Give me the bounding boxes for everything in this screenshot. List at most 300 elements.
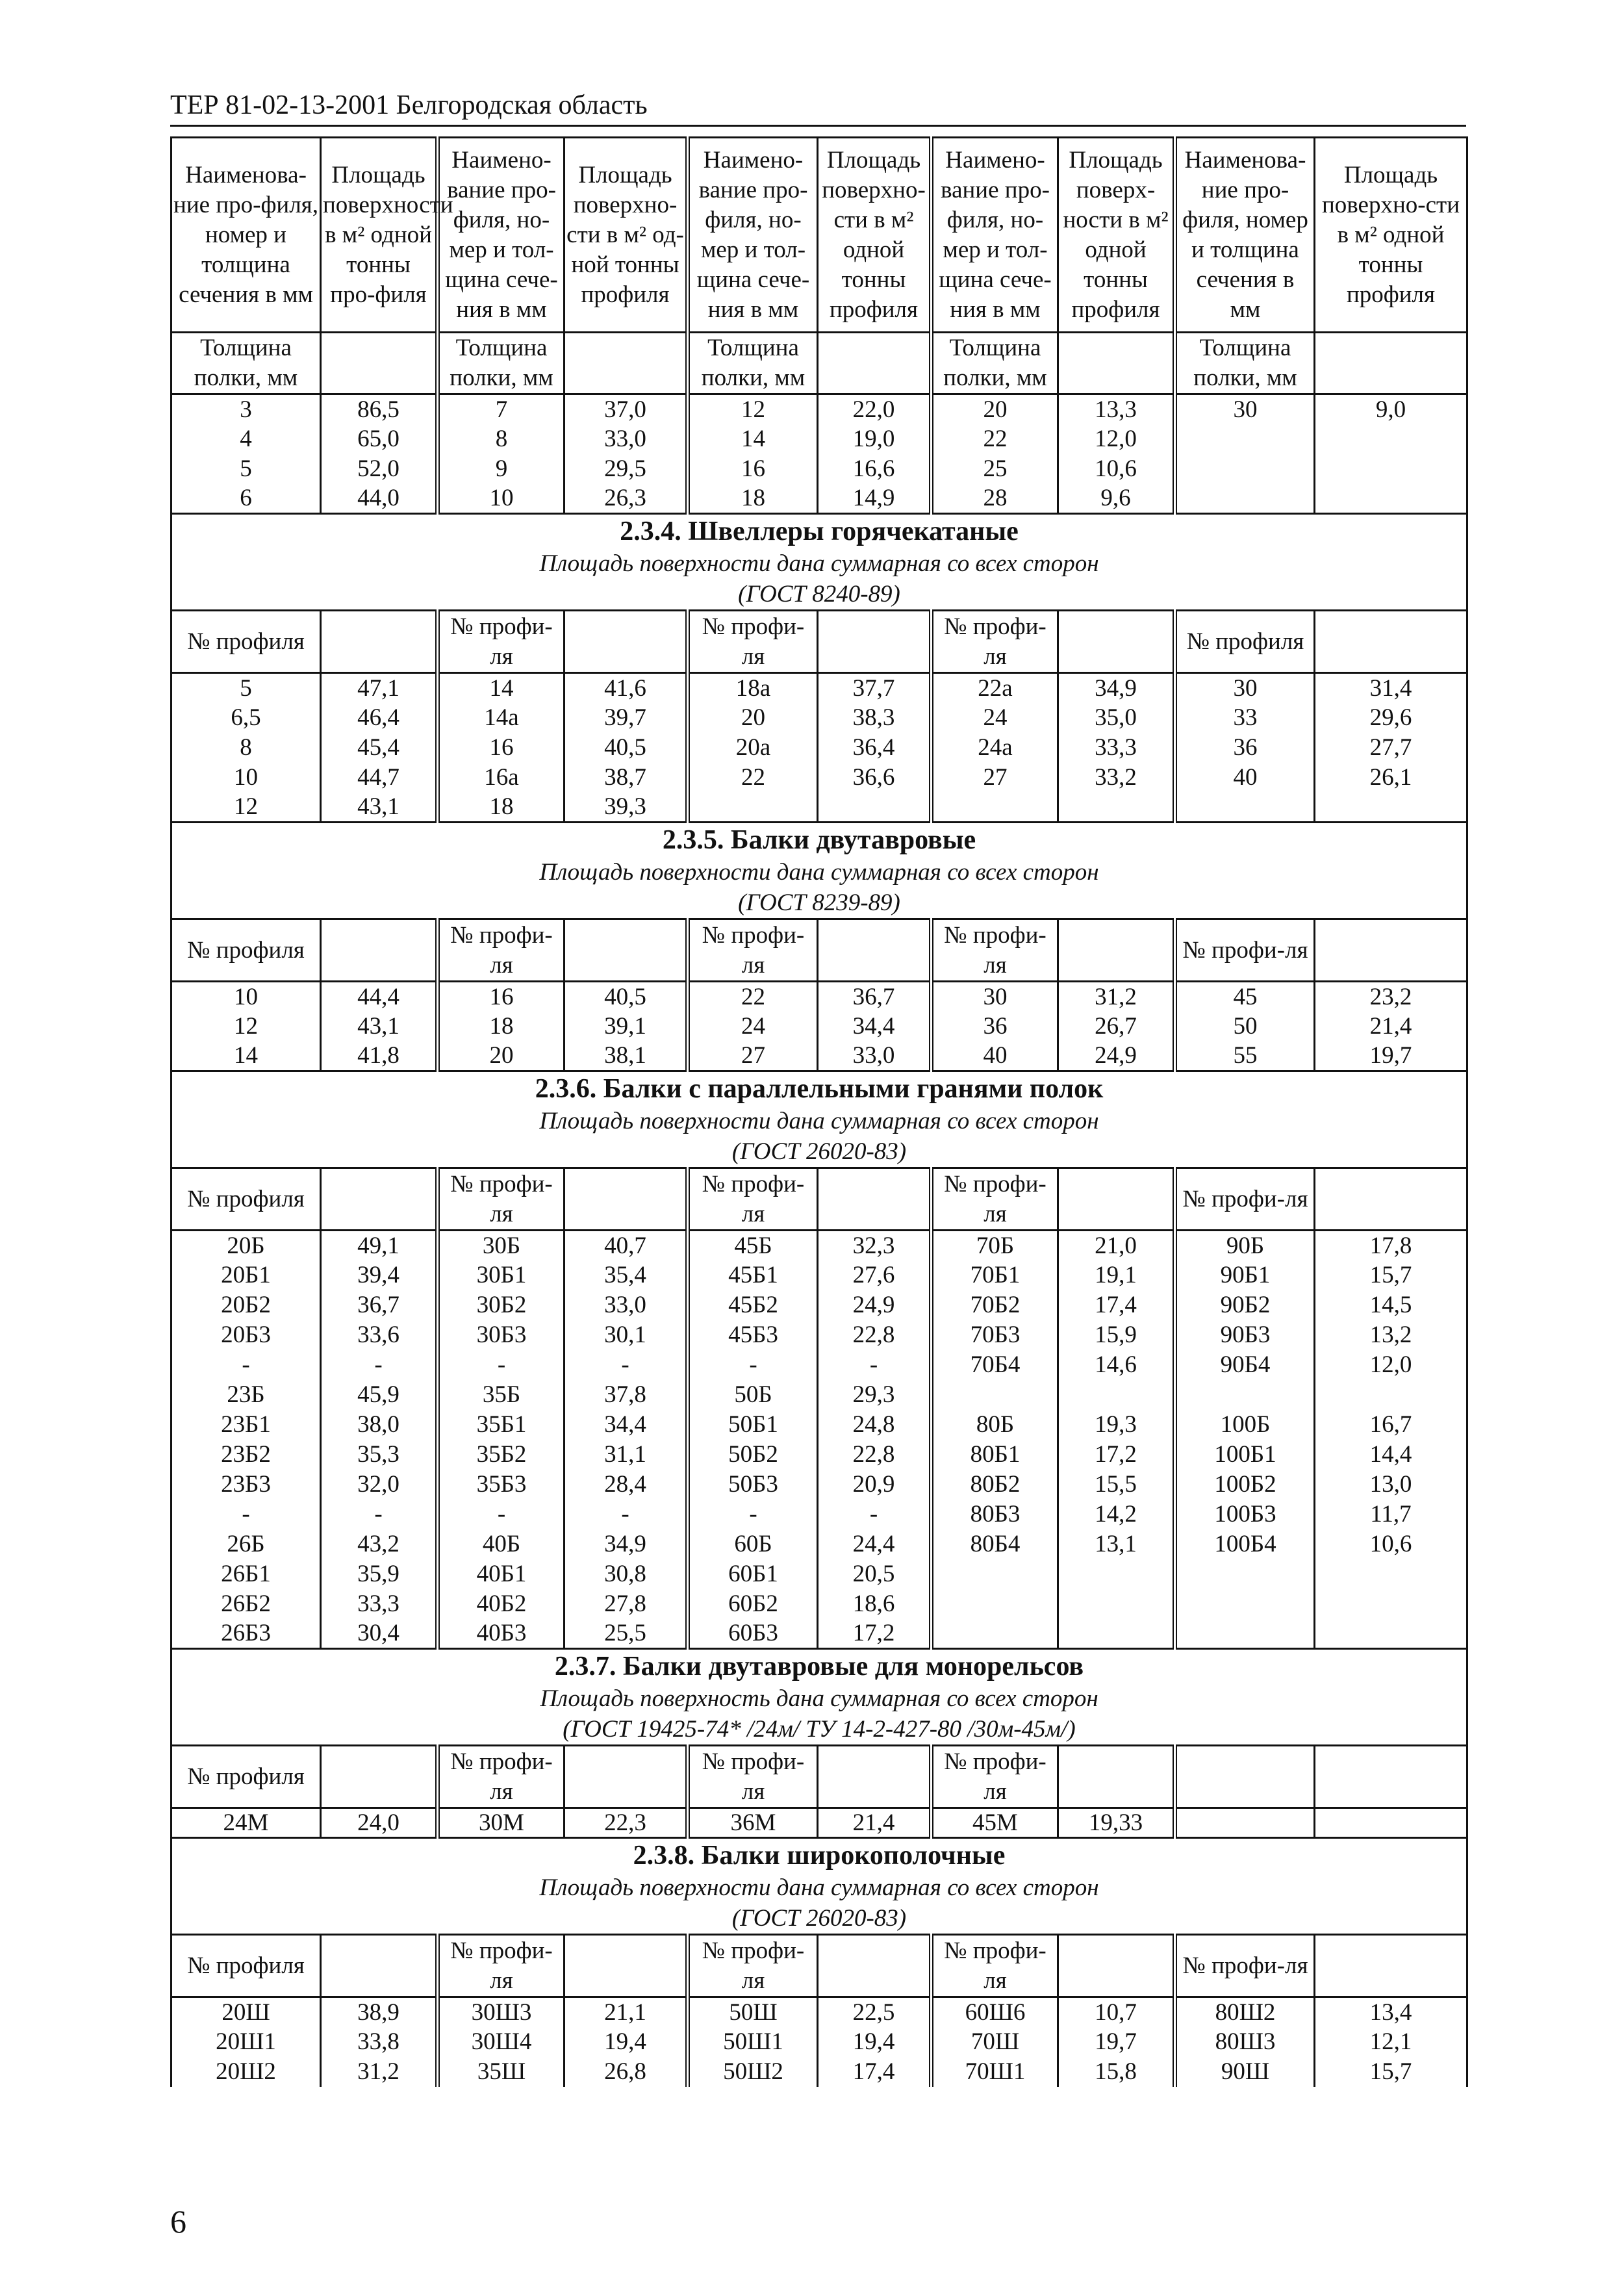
table-cell: 9,0 [1315, 394, 1467, 424]
profile-number-header: № профиля [171, 611, 321, 673]
profile-number-cell: 12 [171, 1012, 321, 1041]
surface-area-cell: 27,7 [1315, 733, 1467, 763]
surface-area-cell: 26,1 [1315, 763, 1467, 793]
surface-area-cell: 33,6 [321, 1320, 438, 1350]
profile-number-cell: 60Б [688, 1529, 818, 1559]
surface-area-cell: 35,4 [565, 1260, 688, 1290]
empty-cell [818, 1746, 932, 1808]
empty-cell [565, 1935, 688, 1997]
table-row [171, 1808, 1467, 1838]
profile-number-header: № профи-ля [1175, 1168, 1315, 1231]
section-standard: (ГОСТ 19425-74* /24м/ ТУ 14-2-427-80 /30м-45м/) [563, 1716, 1076, 1743]
profile-number-cell: 100Б3 [1175, 1500, 1315, 1529]
table-cell: 16,6 [818, 454, 932, 484]
profile-number-cell: 30Б2 [438, 1290, 565, 1320]
profile-number-cell: 16а [438, 763, 565, 793]
section-heading-row [171, 823, 1467, 919]
surface-area-cell: 24,9 [1058, 1041, 1175, 1071]
surface-area-cell: 16,7 [1315, 1410, 1467, 1440]
column-header: Наимено-вание про-филя, но-мер и тол-щина сече-ния в мм [932, 138, 1058, 333]
column-header: Площадь поверхно-сти в м² од-ной тонны профиля [565, 138, 688, 333]
profile-number-header: № профиля [171, 919, 321, 982]
surface-area-cell: 31,1 [565, 1440, 688, 1470]
profile-number-header: № профи-ля [688, 1746, 818, 1808]
surface-area-cell: 43,2 [321, 1529, 438, 1559]
profile-number-cell: 12 [171, 793, 321, 823]
surface-area-cell: 20,9 [818, 1470, 932, 1500]
surface-area-cell: 33,2 [1058, 763, 1175, 793]
section-standard: (ГОСТ 26020-83) [731, 1905, 907, 1932]
table-cell: 10 [438, 484, 565, 514]
surface-area-cell: 19,33 [1058, 1808, 1175, 1838]
surface-area-cell: 33,8 [321, 2027, 438, 2057]
profile-number-cell: 30Ш4 [438, 2027, 565, 2057]
profile-number-cell: 45Б3 [688, 1320, 818, 1350]
table-cell [1315, 484, 1467, 514]
column-header: Площадь поверх-ности в м² одной тонны профиля [1058, 138, 1175, 333]
profile-number-cell: 80Б [932, 1410, 1058, 1440]
surface-area-cell: 17,4 [818, 2057, 932, 2087]
profile-number-cell: 10 [171, 982, 321, 1012]
column-header: Наимено-вание про-филя, но-мер и тол-щина сече-ния в мм [688, 138, 818, 333]
table-row [171, 1589, 1467, 1619]
profile-number-cell: 6,5 [171, 703, 321, 733]
table-cell [1175, 424, 1315, 454]
table-cell: 9 [438, 454, 565, 484]
profile-number-cell [1175, 1808, 1315, 1838]
surface-area-cell: 13,1 [1058, 1529, 1175, 1559]
profile-number-header: № профиля [171, 1168, 321, 1231]
profile-number-cell: 20Б3 [171, 1320, 321, 1350]
surface-area-cell: 44,4 [321, 982, 438, 1012]
surface-area-cell: 29,6 [1315, 703, 1467, 733]
profile-number-cell: 20Б2 [171, 1290, 321, 1320]
profile-number-cell: 50Ш2 [688, 2057, 818, 2087]
profile-number-cell: 35Б1 [438, 1410, 565, 1440]
profile-number-cell: 80Б2 [932, 1470, 1058, 1500]
thickness-label: Толщина полки, мм [932, 333, 1058, 394]
profile-number-cell: 35Ш [438, 2057, 565, 2087]
surface-area-cell: 38,7 [565, 763, 688, 793]
profile-number-cell: 24 [932, 703, 1058, 733]
profile-number-cell [932, 1380, 1058, 1410]
profile-number-header: № профи-ля [1175, 919, 1315, 982]
section-title: 2.3.5. Балки двутавровые [662, 825, 976, 855]
profile-number-cell: 23Б [171, 1380, 321, 1410]
surface-area-cell: 15,7 [1315, 2057, 1467, 2087]
table-cell: 20 [932, 394, 1058, 424]
surface-area-cell: 24,9 [818, 1290, 932, 1320]
surface-area-cell: 24,8 [818, 1410, 932, 1440]
profile-number-cell: 30 [1175, 673, 1315, 703]
table-cell: 33,0 [565, 424, 688, 454]
surface-area-cell: 36,6 [818, 763, 932, 793]
surface-area-cell [1058, 793, 1175, 823]
profile-number-cell: 40 [932, 1041, 1058, 1071]
profile-number-cell: 30Б1 [438, 1260, 565, 1290]
table-row [171, 1559, 1467, 1589]
surface-area-cell: 21,1 [565, 1997, 688, 2027]
surface-area-cell: - [818, 1350, 932, 1380]
profile-number-cell: 30Б [438, 1231, 565, 1260]
surface-area-cell: 22,8 [818, 1320, 932, 1350]
surface-area-cell: - [818, 1500, 932, 1529]
table-cell: 26,3 [565, 484, 688, 514]
section-column-header-row [171, 611, 1467, 673]
table-cell: 37,0 [565, 394, 688, 424]
profile-number-cell: 30М [438, 1808, 565, 1838]
empty-cell [1315, 919, 1467, 982]
section-heading-row [171, 514, 1467, 611]
profile-number-cell: 14 [438, 673, 565, 703]
profile-number-cell: 100Б [1175, 1410, 1315, 1440]
table-cell [1315, 454, 1467, 484]
surface-area-cell: 34,9 [1058, 673, 1175, 703]
profile-number-cell: 16 [438, 982, 565, 1012]
table-row [171, 2057, 1467, 2087]
profile-number-cell: 30Б3 [438, 1320, 565, 1350]
profile-number-cell: 20 [438, 1041, 565, 1071]
table-row [171, 1231, 1467, 1260]
surface-area-cell: 45,4 [321, 733, 438, 763]
empty-cell [565, 333, 688, 394]
empty-cell [565, 1168, 688, 1231]
profile-number-cell: 45М [932, 1808, 1058, 1838]
profile-number-cell: 20Ш [171, 1997, 321, 2027]
surface-area-cell: 21,4 [818, 1808, 932, 1838]
table-cell: 14,9 [818, 484, 932, 514]
section-standard: (ГОСТ 26020-83) [731, 1138, 907, 1165]
profile-number-header: № профиля [171, 1935, 321, 1997]
profile-number-header: № профи-ля [688, 1168, 818, 1231]
surface-area-cell: 26,7 [1058, 1012, 1175, 1041]
surface-area-cell: 43,1 [321, 1012, 438, 1041]
profile-number-cell: 70Б4 [932, 1350, 1058, 1380]
profile-number-cell: 70Б2 [932, 1290, 1058, 1320]
table-cell: 18 [688, 484, 818, 514]
table-cell: 8 [438, 424, 565, 454]
thickness-label: Толщина полки, мм [438, 333, 565, 394]
profile-number-cell: 60Б2 [688, 1589, 818, 1619]
surface-area-table [170, 136, 1468, 2087]
table-row [171, 1260, 1467, 1290]
profile-number-header: № профи-ля [688, 919, 818, 982]
profile-number-cell: 22а [932, 673, 1058, 703]
profile-number-cell: 70Б [932, 1231, 1058, 1260]
surface-area-cell: 40,5 [565, 982, 688, 1012]
table-row [171, 1380, 1467, 1410]
surface-area-cell: 44,7 [321, 763, 438, 793]
profile-number-cell: 20а [688, 733, 818, 763]
profile-number-cell: 90Б [1175, 1231, 1315, 1260]
table-cell: 14 [688, 424, 818, 454]
empty-cell [1175, 1746, 1315, 1808]
section-title: 2.3.4. Швеллеры горячекатаные [620, 517, 1019, 546]
profile-number-cell: 18 [438, 1012, 565, 1041]
table-cell [1175, 454, 1315, 484]
section-title: 2.3.7. Балки двутавровые для монорельсов [554, 1652, 1084, 1681]
profile-number-cell [1175, 1380, 1315, 1410]
section-heading [171, 1071, 1467, 1168]
table-cell: 25 [932, 454, 1058, 484]
profile-number-cell: 55 [1175, 1041, 1315, 1071]
table-cell: 5 [171, 454, 321, 484]
profile-number-cell: 90Ш [1175, 2057, 1315, 2087]
profile-number-header: № профи-ля [688, 611, 818, 673]
surface-area-cell: 19,1 [1058, 1260, 1175, 1290]
column-header: Площадь поверхности в м² одной тонны про-филя [321, 138, 438, 333]
surface-area-cell: 18,6 [818, 1589, 932, 1619]
empty-cell [1058, 1168, 1175, 1231]
empty-cell [1058, 919, 1175, 982]
section-note: Площадь поверхность дана суммарная со всех сторон [540, 1685, 1098, 1712]
section-heading-row [171, 1838, 1467, 1935]
empty-cell [818, 1935, 932, 1997]
table-row [171, 1470, 1467, 1500]
profile-number-cell: 16 [438, 733, 565, 763]
profile-number-cell: 40 [1175, 763, 1315, 793]
profile-number-cell: 27 [688, 1041, 818, 1071]
profile-number-header: № профи-ля [438, 611, 565, 673]
empty-cell [818, 611, 932, 673]
surface-area-cell [818, 793, 932, 823]
surface-area-cell: 17,2 [1058, 1440, 1175, 1470]
profile-number-cell: 70Ш [932, 2027, 1058, 2057]
surface-area-cell: 34,4 [818, 1012, 932, 1041]
surface-area-cell: 40,5 [565, 733, 688, 763]
profile-number-cell [932, 1619, 1058, 1649]
profile-number-cell: 26Б [171, 1529, 321, 1559]
profile-number-cell: 60Б3 [688, 1619, 818, 1649]
empty-cell [1058, 1935, 1175, 1997]
surface-area-cell: 22,3 [565, 1808, 688, 1838]
profile-number-cell: 40Б2 [438, 1589, 565, 1619]
profile-number-cell: 50Б2 [688, 1440, 818, 1470]
table-row [171, 1410, 1467, 1440]
table-cell: 30 [1175, 394, 1315, 424]
surface-area-cell: 22,5 [818, 1997, 932, 2027]
surface-area-cell: 24,4 [818, 1529, 932, 1559]
table-cell: 52,0 [321, 454, 438, 484]
empty-cell [321, 1935, 438, 1997]
profile-number-cell: 80Б3 [932, 1500, 1058, 1529]
surface-area-cell: 19,7 [1058, 2027, 1175, 2057]
section-note: Площадь поверхности дана суммарная со всех сторон [539, 1108, 1099, 1134]
profile-number-cell: 80Б4 [932, 1529, 1058, 1559]
empty-cell [321, 1168, 438, 1231]
surface-area-cell [1315, 1589, 1467, 1619]
empty-cell [565, 611, 688, 673]
surface-area-cell [1058, 1589, 1175, 1619]
table-row [171, 1500, 1467, 1529]
profile-number-cell: 20 [688, 703, 818, 733]
surface-area-cell: 32,3 [818, 1231, 932, 1260]
surface-area-cell: 38,1 [565, 1041, 688, 1071]
surface-area-cell: 15,9 [1058, 1320, 1175, 1350]
surface-area-cell: 17,8 [1315, 1231, 1467, 1260]
profile-number-cell: 45Б [688, 1231, 818, 1260]
surface-area-cell: 14,4 [1315, 1440, 1467, 1470]
profile-number-cell: 36 [1175, 733, 1315, 763]
profile-number-cell: 14 [171, 1041, 321, 1071]
table-row [171, 733, 1467, 763]
surface-area-cell: 22,8 [818, 1440, 932, 1470]
profile-number-header: № профиля [1175, 611, 1315, 673]
profile-number-header: № профи-ля [688, 1935, 818, 1997]
profile-number-cell: 45Б1 [688, 1260, 818, 1290]
profile-number-cell: 20Ш2 [171, 2057, 321, 2087]
empty-cell [818, 333, 932, 394]
table-cell: 6 [171, 484, 321, 514]
profile-number-cell: 18а [688, 673, 818, 703]
profile-number-cell: 24М [171, 1808, 321, 1838]
section-heading [171, 514, 1467, 611]
column-header: Площадь поверхно-сти в м² одной тонны профиля [818, 138, 932, 333]
surface-area-cell: 14,2 [1058, 1500, 1175, 1529]
profile-number-cell: - [688, 1350, 818, 1380]
table-cell: 86,5 [321, 394, 438, 424]
table-row [171, 793, 1467, 823]
profile-number-cell: 40Б1 [438, 1559, 565, 1589]
section-heading [171, 823, 1467, 919]
profile-number-cell: 60Ш6 [932, 1997, 1058, 2027]
profile-number-cell: 33 [1175, 703, 1315, 733]
profile-number-cell: 80Ш2 [1175, 1997, 1315, 2027]
profile-number-cell: 35Б [438, 1380, 565, 1410]
table-row [171, 1320, 1467, 1350]
surface-area-cell: 36,7 [321, 1290, 438, 1320]
table-row [171, 394, 1467, 424]
surface-area-cell: 13,2 [1315, 1320, 1467, 1350]
profile-number-cell [932, 793, 1058, 823]
profile-number-cell: 5 [171, 673, 321, 703]
profile-number-cell: 70Б3 [932, 1320, 1058, 1350]
profile-number-cell: - [171, 1350, 321, 1380]
table-row [171, 673, 1467, 703]
thickness-label: Толщина полки, мм [1175, 333, 1315, 394]
section-heading [171, 1649, 1467, 1746]
profile-number-cell: 100Б4 [1175, 1529, 1315, 1559]
table-row [171, 1290, 1467, 1320]
surface-area-cell: 33,3 [321, 1589, 438, 1619]
surface-area-cell: - [565, 1350, 688, 1380]
surface-area-cell: 13,0 [1315, 1470, 1467, 1500]
table-cell: 12 [688, 394, 818, 424]
thickness-label: Толщина полки, мм [171, 333, 321, 394]
profile-number-cell: 50Ш1 [688, 2027, 818, 2057]
table-cell: 65,0 [321, 424, 438, 454]
table-row [171, 1619, 1467, 1649]
surface-area-cell: 39,7 [565, 703, 688, 733]
section-column-header-row [171, 1168, 1467, 1231]
surface-area-cell: 25,5 [565, 1619, 688, 1649]
profile-number-cell: 100Б2 [1175, 1470, 1315, 1500]
surface-area-cell: 31,2 [1058, 982, 1175, 1012]
profile-number-cell: 60Б1 [688, 1559, 818, 1589]
empty-cell [1058, 611, 1175, 673]
surface-area-cell: 19,4 [565, 2027, 688, 2057]
profile-number-cell [688, 793, 818, 823]
profile-number-cell: 26Б3 [171, 1619, 321, 1649]
surface-area-cell: 17,4 [1058, 1290, 1175, 1320]
profile-number-header: № профи-ля [932, 1935, 1058, 1997]
section-column-header-row [171, 1746, 1467, 1808]
surface-area-cell: 36,4 [818, 733, 932, 763]
surface-area-cell: 26,8 [565, 2057, 688, 2087]
table-cell [1315, 424, 1467, 454]
surface-area-cell: 39,3 [565, 793, 688, 823]
table-row [171, 763, 1467, 793]
profile-number-cell: 35Б2 [438, 1440, 565, 1470]
surface-area-cell: - [565, 1500, 688, 1529]
profile-number-cell [932, 1589, 1058, 1619]
profile-number-cell: 70Б1 [932, 1260, 1058, 1290]
profile-number-cell: 23Б2 [171, 1440, 321, 1470]
surface-area-cell: 12,1 [1315, 2027, 1467, 2057]
surface-area-cell: 47,1 [321, 673, 438, 703]
surface-area-cell: 21,0 [1058, 1231, 1175, 1260]
profile-number-header: № профи-ля [438, 919, 565, 982]
profile-number-header: № профи-ля [438, 1168, 565, 1231]
surface-area-cell: 17,2 [818, 1619, 932, 1649]
profile-number-cell: 80Б1 [932, 1440, 1058, 1470]
surface-area-cell: 37,7 [818, 673, 932, 703]
surface-area-cell: 19,3 [1058, 1410, 1175, 1440]
surface-area-cell: 31,4 [1315, 673, 1467, 703]
empty-cell [1315, 1746, 1467, 1808]
surface-area-cell: 36,7 [818, 982, 932, 1012]
surface-area-cell: 37,8 [565, 1380, 688, 1410]
profile-number-cell: 80Ш3 [1175, 2027, 1315, 2057]
surface-area-cell: 30,8 [565, 1559, 688, 1589]
surface-area-cell [1058, 1619, 1175, 1649]
empty-cell [321, 919, 438, 982]
surface-area-cell: 29,3 [818, 1380, 932, 1410]
surface-area-cell: 35,3 [321, 1440, 438, 1470]
surface-area-cell: 35,0 [1058, 703, 1175, 733]
table-row [171, 1350, 1467, 1380]
surface-area-cell: 45,9 [321, 1380, 438, 1410]
profile-number-cell: 100Б1 [1175, 1440, 1315, 1470]
surface-area-cell: 39,1 [565, 1012, 688, 1041]
section-note: Площадь поверхности дана суммарная со всех сторон [539, 550, 1099, 577]
surface-area-cell: 23,2 [1315, 982, 1467, 1012]
surface-area-cell: 41,6 [565, 673, 688, 703]
table-cell: 28 [932, 484, 1058, 514]
surface-area-cell: 10,6 [1315, 1529, 1467, 1559]
surface-area-cell: 19,7 [1315, 1041, 1467, 1071]
section-heading-row [171, 1649, 1467, 1746]
table-row [171, 2027, 1467, 2057]
profile-number-header: № профи-ля [932, 1746, 1058, 1808]
section-standard: (ГОСТ 8239-89) [738, 889, 900, 916]
empty-cell [818, 919, 932, 982]
profile-number-header: № профи-ля [932, 919, 1058, 982]
surface-area-cell: 11,7 [1315, 1500, 1467, 1529]
surface-area-cell: 30,4 [321, 1619, 438, 1649]
surface-area-cell: 28,4 [565, 1470, 688, 1500]
profile-number-cell: 14а [438, 703, 565, 733]
profile-number-cell: 45 [1175, 982, 1315, 1012]
surface-area-cell [1058, 1559, 1175, 1589]
surface-area-cell: 41,8 [321, 1041, 438, 1071]
surface-area-cell: 30,1 [565, 1320, 688, 1350]
table-cell: 22,0 [818, 394, 932, 424]
section-heading-row [171, 1071, 1467, 1168]
table-cell: 4 [171, 424, 321, 454]
profile-number-cell: 40Б [438, 1529, 565, 1559]
section-column-header-row [171, 919, 1467, 982]
